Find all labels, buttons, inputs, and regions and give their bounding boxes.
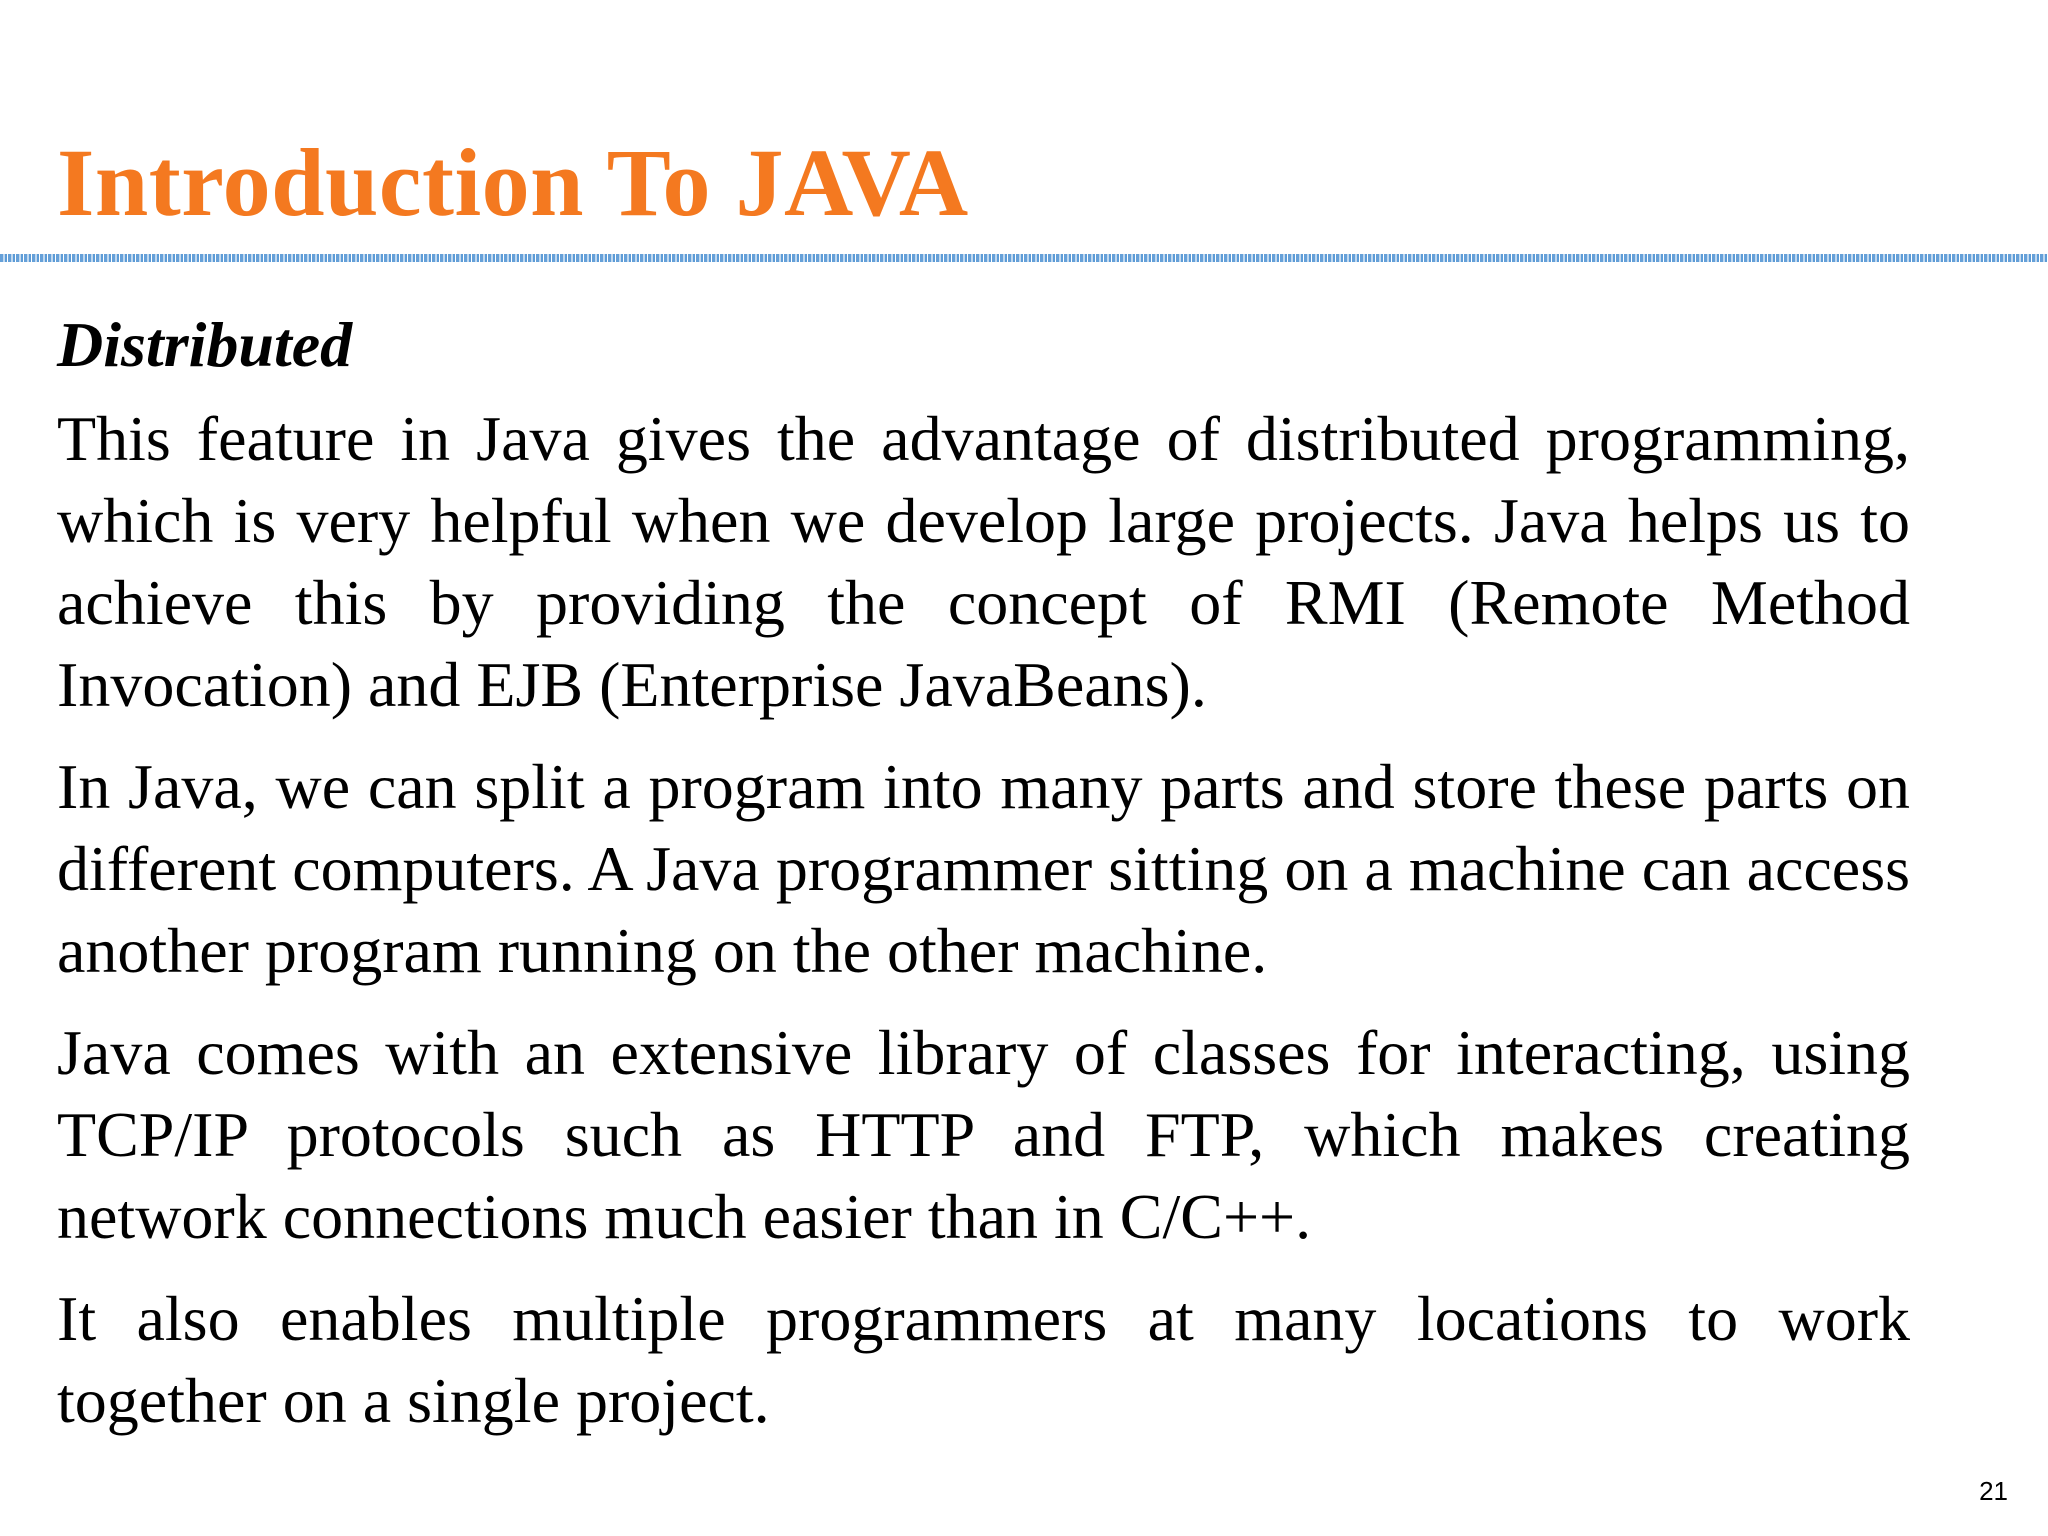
section-heading: Distributed [57, 309, 353, 380]
paragraph: It also enables multiple programmers at many locations to work together on a single project. [57, 1283, 1910, 1436]
paragraph: Java comes with an extensive library of classes for interacting, using TCP/IP protocols such as HTTP and FTP, which makes creating network connections much easier than in C/C++. [57, 1017, 1910, 1252]
paragraph: In Java, we can split a program into many parts and store these parts on different computers. A Java programmer sitting on a machine can access another program running on the other machine. [57, 751, 1910, 986]
paragraph: This feature in Java gives the advantage of distributed programming, which is very helpful when we develop large projects. Java helps us to achieve this by providing the concept of RMI (Remote Method Invocation) and EJB (Enterprise JavaBeans). [57, 403, 1910, 720]
page-number: 21 [1979, 1476, 2008, 1506]
slide-body [57, 398, 1910, 1462]
title-divider [0, 254, 2048, 262]
slide-title: Introduction To JAVA [57, 129, 969, 236]
